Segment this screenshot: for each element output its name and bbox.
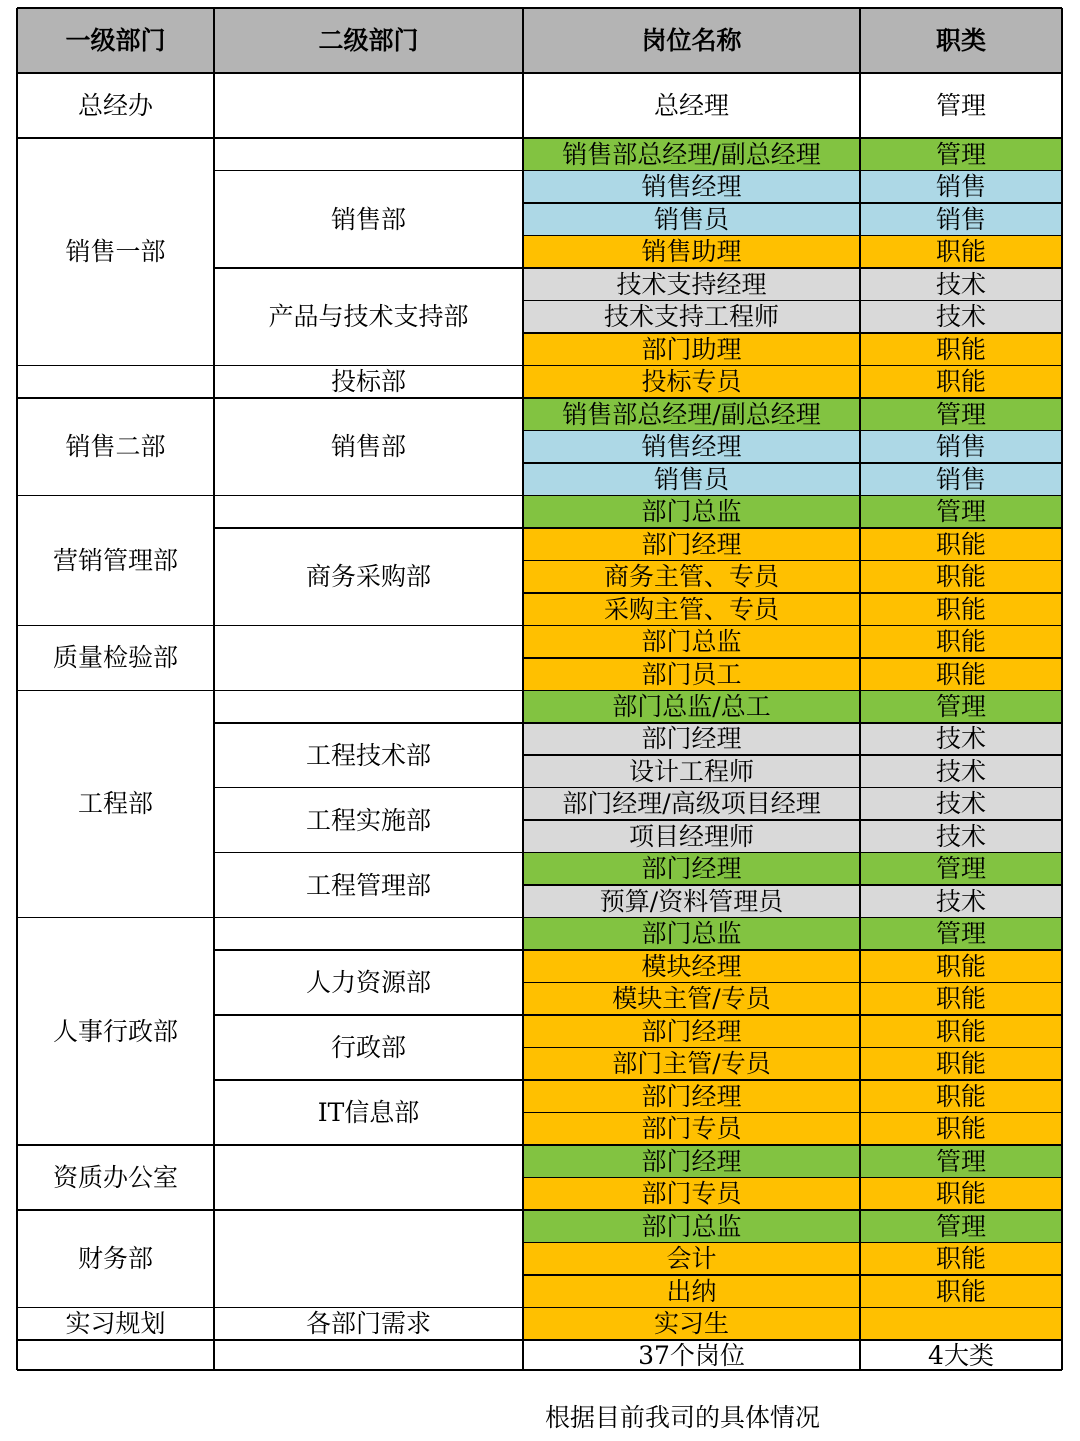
grid-line xyxy=(214,1079,523,1081)
grid-line xyxy=(523,527,1062,529)
grid-line xyxy=(214,1339,523,1341)
grid-line xyxy=(17,625,214,627)
position-name-cell: 部门主管/专员 xyxy=(523,1048,860,1080)
position-name-cell: 投标专员 xyxy=(523,365,860,397)
grid-line xyxy=(214,1307,523,1309)
job-category-cell: 管理 xyxy=(860,918,1062,950)
position-name-cell: 部门总监/总工 xyxy=(523,690,860,722)
level1-department-cell: 资质办公室 xyxy=(17,1145,214,1210)
grid-line xyxy=(523,1274,1062,1276)
grid-line xyxy=(523,365,1062,367)
grid-line xyxy=(523,202,1062,204)
level2-department-cell xyxy=(214,138,523,170)
position-name-cell: 部门总监 xyxy=(523,495,860,527)
grid-line xyxy=(523,397,1062,399)
grid-line xyxy=(523,1144,1062,1146)
grid-line xyxy=(523,1242,1062,1244)
level1-department-cell: 质量检验部 xyxy=(17,625,214,690)
grid-line xyxy=(17,1339,214,1341)
job-category-cell: 职能 xyxy=(860,1113,1062,1145)
position-name-cell: 会计 xyxy=(523,1243,860,1275)
grid-line xyxy=(523,1014,1062,1016)
job-category-cell: 职能 xyxy=(860,560,1062,592)
grid-line xyxy=(214,267,523,269)
level1-department-cell: 销售一部 xyxy=(17,138,214,365)
job-category-cell: 职能 xyxy=(860,1243,1062,1275)
job-category-cell: 职能 xyxy=(860,528,1062,560)
grid-line xyxy=(17,1144,214,1146)
position-name-cell: 销售员 xyxy=(523,203,860,235)
job-category-cell: 技术 xyxy=(860,820,1062,852)
position-name-cell: 部门专员 xyxy=(523,1113,860,1145)
job-category-cell: 职能 xyxy=(860,625,1062,657)
grid-line xyxy=(214,690,523,692)
position-name-cell: 销售员 xyxy=(523,463,860,495)
grid-line xyxy=(214,495,523,497)
grid-line xyxy=(214,787,523,789)
level2-department-cell: 工程技术部 xyxy=(214,723,523,788)
position-name-cell: 部门总监 xyxy=(523,1210,860,1242)
summary-empty-cell xyxy=(214,1340,523,1370)
job-category-cell: 管理 xyxy=(860,398,1062,430)
position-name-cell: 部门员工 xyxy=(523,658,860,690)
level1-department-cell: 人事行政部 xyxy=(17,918,214,1145)
grid-line xyxy=(213,8,215,1370)
position-name-cell: 部门经理 xyxy=(523,1015,860,1047)
position-name-cell: 技术支持工程师 xyxy=(523,300,860,332)
job-category-cell: 职能 xyxy=(860,1048,1062,1080)
grid-line xyxy=(523,754,1062,756)
position-name-cell: 销售部总经理/副总经理 xyxy=(523,398,860,430)
grid-line xyxy=(523,852,1062,854)
position-name-cell: 销售经理 xyxy=(523,430,860,462)
grid-line xyxy=(16,8,18,1370)
level2-department-cell xyxy=(214,1145,523,1210)
grid-line xyxy=(523,1209,1062,1211)
level2-department-cell xyxy=(214,625,523,690)
position-name-cell: 部门经理 xyxy=(523,1080,860,1112)
grid-line xyxy=(1061,8,1063,1370)
level2-department-cell: 工程管理部 xyxy=(214,853,523,918)
level2-department-cell: 各部门需求 xyxy=(214,1308,523,1340)
level1-department-cell: 总经办 xyxy=(17,73,214,138)
grid-line xyxy=(523,592,1062,594)
level2-department-cell xyxy=(214,690,523,722)
grid-line xyxy=(523,690,1062,692)
grid-line xyxy=(17,72,1062,74)
level1-department-cell: 营销管理部 xyxy=(17,495,214,625)
level2-department-cell: 工程实施部 xyxy=(214,788,523,853)
column-header: 岗位名称 xyxy=(523,8,860,73)
grid-line xyxy=(523,1339,1062,1341)
level1-department-cell xyxy=(17,365,214,397)
job-category-cell: 管理 xyxy=(860,1145,1062,1177)
job-category-cell: 职能 xyxy=(860,365,1062,397)
position-name-cell: 部门经理 xyxy=(523,853,860,885)
grid-line xyxy=(214,949,523,951)
position-name-cell: 模块主管/专员 xyxy=(523,983,860,1015)
job-category-cell: 管理 xyxy=(860,138,1062,170)
grid-line xyxy=(214,365,523,367)
grid-line xyxy=(214,1209,523,1211)
job-category-cell: 管理 xyxy=(860,1210,1062,1242)
grid-line xyxy=(523,917,1062,919)
level2-department-cell: 产品与技术支持部 xyxy=(214,268,523,365)
grid-line xyxy=(214,137,523,139)
summary-empty-cell xyxy=(17,1340,214,1370)
level2-department-cell: 投标部 xyxy=(214,365,523,397)
position-name-cell: 销售经理 xyxy=(523,170,860,202)
job-category-cell: 技术 xyxy=(860,723,1062,755)
grid-line xyxy=(859,8,861,1370)
grid-line xyxy=(17,1209,214,1211)
job-category-cell: 职能 xyxy=(860,983,1062,1015)
grid-line xyxy=(17,495,214,497)
grid-line xyxy=(214,722,523,724)
column-header: 职类 xyxy=(860,8,1062,73)
job-category-cell: 职能 xyxy=(860,1178,1062,1210)
grid-line xyxy=(17,137,214,139)
job-category-cell: 职能 xyxy=(860,593,1062,625)
level2-department-cell xyxy=(214,495,523,527)
job-category-cell: 职能 xyxy=(860,658,1062,690)
level2-department-cell: 人力资源部 xyxy=(214,950,523,1015)
grid-line xyxy=(523,787,1062,789)
job-category-cell: 职能 xyxy=(860,1275,1062,1307)
summary-categories-cell: 4大类 xyxy=(860,1340,1062,1370)
position-name-cell: 销售助理 xyxy=(523,235,860,267)
job-category-cell: 销售 xyxy=(860,170,1062,202)
grid-line xyxy=(214,917,523,919)
position-name-cell: 模块经理 xyxy=(523,950,860,982)
job-category-cell: 职能 xyxy=(860,1080,1062,1112)
job-category-cell: 职能 xyxy=(860,235,1062,267)
position-name-cell: 总经理 xyxy=(523,73,860,138)
grid-line xyxy=(17,1307,214,1309)
position-name-cell: 部门经理 xyxy=(523,1145,860,1177)
level2-department-cell xyxy=(214,73,523,138)
level1-department-cell: 实习规划 xyxy=(17,1308,214,1340)
grid-line xyxy=(214,625,523,627)
job-category-cell xyxy=(860,1308,1062,1340)
position-name-cell: 商务主管、专员 xyxy=(523,560,860,592)
level2-department-cell xyxy=(214,1210,523,1307)
level2-department-cell: 商务采购部 xyxy=(214,528,523,625)
grid-line xyxy=(523,137,1062,139)
grid-line xyxy=(17,1369,1062,1371)
grid-line xyxy=(523,560,1062,562)
job-category-cell: 管理 xyxy=(860,495,1062,527)
grid-line xyxy=(523,235,1062,237)
job-category-cell: 技术 xyxy=(860,755,1062,787)
grid-line xyxy=(523,1177,1062,1179)
grid-line xyxy=(214,170,523,172)
grid-line xyxy=(17,690,214,692)
column-header: 二级部门 xyxy=(214,8,523,73)
job-category-cell: 技术 xyxy=(860,788,1062,820)
grid-line xyxy=(523,982,1062,984)
position-name-cell: 预算/资料管理员 xyxy=(523,885,860,917)
grid-line xyxy=(523,170,1062,172)
grid-line xyxy=(523,657,1062,659)
position-name-cell: 采购主管、专员 xyxy=(523,593,860,625)
grid-line xyxy=(214,1014,523,1016)
job-category-cell: 销售 xyxy=(860,463,1062,495)
grid-line xyxy=(523,722,1062,724)
position-name-cell: 部门专员 xyxy=(523,1178,860,1210)
position-name-cell: 部门经理 xyxy=(523,723,860,755)
level2-department-cell: 行政部 xyxy=(214,1015,523,1080)
job-category-cell: 管理 xyxy=(860,690,1062,722)
grid-line xyxy=(523,1079,1062,1081)
grid-line xyxy=(523,462,1062,464)
level1-department-cell: 工程部 xyxy=(17,690,214,917)
job-category-cell: 销售 xyxy=(860,203,1062,235)
grid-line xyxy=(522,8,524,1370)
grid-line xyxy=(523,300,1062,302)
level1-department-cell: 销售二部 xyxy=(17,398,214,495)
grid-line xyxy=(523,1307,1062,1309)
position-name-cell: 部门总监 xyxy=(523,625,860,657)
table-caption: 根据目前我司的具体情况 xyxy=(545,1403,821,1432)
summary-positions-cell: 37个岗位 xyxy=(523,1340,860,1370)
position-name-cell: 出纳 xyxy=(523,1275,860,1307)
grid-line xyxy=(523,819,1062,821)
grid-line xyxy=(523,625,1062,627)
position-name-cell: 部门经理 xyxy=(523,528,860,560)
grid-line xyxy=(214,852,523,854)
level2-department-cell xyxy=(214,918,523,950)
grid-line xyxy=(523,1047,1062,1049)
position-name-cell: 项目经理师 xyxy=(523,820,860,852)
job-category-cell: 管理 xyxy=(860,73,1062,138)
position-name-cell: 部门总监 xyxy=(523,918,860,950)
grid-line xyxy=(523,949,1062,951)
grid-line xyxy=(214,527,523,529)
grid-line xyxy=(17,397,214,399)
grid-line xyxy=(17,917,214,919)
position-name-cell: 部门助理 xyxy=(523,333,860,365)
grid-line xyxy=(523,430,1062,432)
position-name-cell: 销售部总经理/副总经理 xyxy=(523,138,860,170)
grid-line xyxy=(523,1112,1062,1114)
job-category-cell: 管理 xyxy=(860,853,1062,885)
job-category-cell: 职能 xyxy=(860,333,1062,365)
grid-line xyxy=(17,365,214,367)
grid-line xyxy=(523,495,1062,497)
level2-department-cell: 销售部 xyxy=(214,398,523,495)
position-name-cell: 实习生 xyxy=(523,1308,860,1340)
level2-department-cell: IT信息部 xyxy=(214,1080,523,1145)
job-category-cell: 职能 xyxy=(860,1015,1062,1047)
position-name-cell: 部门经理/高级项目经理 xyxy=(523,788,860,820)
job-category-cell: 技术 xyxy=(860,268,1062,300)
job-category-cell: 技术 xyxy=(860,300,1062,332)
column-header: 一级部门 xyxy=(17,8,214,73)
job-category-cell: 技术 xyxy=(860,885,1062,917)
grid-line xyxy=(214,1144,523,1146)
level2-department-cell: 销售部 xyxy=(214,170,523,267)
level1-department-cell: 财务部 xyxy=(17,1210,214,1307)
grid-line xyxy=(523,267,1062,269)
job-category-cell: 职能 xyxy=(860,950,1062,982)
grid-line xyxy=(214,397,523,399)
grid-line xyxy=(523,884,1062,886)
job-category-cell: 销售 xyxy=(860,430,1062,462)
grid-line xyxy=(523,332,1062,334)
grid-line xyxy=(17,7,1062,9)
position-name-cell: 设计工程师 xyxy=(523,755,860,787)
position-name-cell: 技术支持经理 xyxy=(523,268,860,300)
